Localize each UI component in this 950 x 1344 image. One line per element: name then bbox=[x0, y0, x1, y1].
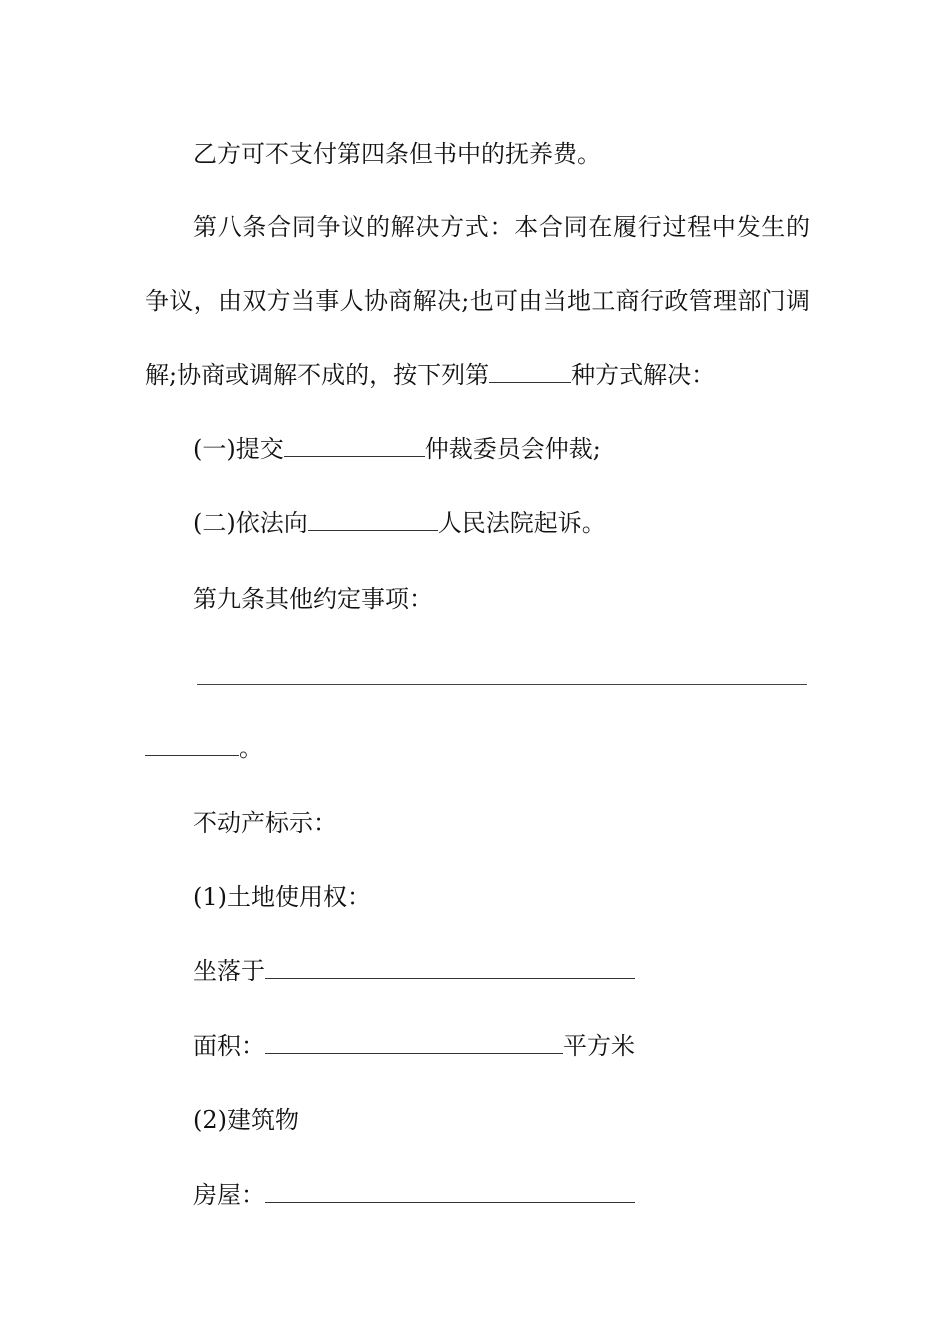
paragraph-support-fee bbox=[193, 139, 810, 169]
text-article8-line1: 第八条合同争议的解决方式：本合同在履行过程中发生的 bbox=[193, 213, 810, 241]
label-location: 坐落于 bbox=[193, 957, 265, 985]
blank-arbitration-committee[interactable] bbox=[284, 434, 425, 457]
text-building-title: (2)建筑物 bbox=[193, 1106, 299, 1134]
paragraph-article8-line2 bbox=[145, 286, 810, 316]
heading-building bbox=[193, 1105, 810, 1135]
text-option2-end: 人民法院起诉。 bbox=[437, 509, 606, 537]
text-article8-line3-start: 解;协商或调解不成的，按下列第 bbox=[145, 361, 490, 389]
text-article9-end: 。 bbox=[239, 734, 263, 762]
label-area: 面积： bbox=[193, 1032, 265, 1060]
paragraph-option1 bbox=[193, 434, 810, 464]
label-area-unit: 平方米 bbox=[563, 1032, 635, 1060]
field-house bbox=[193, 1180, 810, 1210]
text-article8-line2: 争议，由双方当事人协商解决;也可由当地工商行政管理部门调 bbox=[145, 287, 810, 315]
label-house: 房屋： bbox=[193, 1181, 265, 1209]
text-option2-start: (二)依法向 bbox=[193, 509, 308, 537]
blank-house[interactable] bbox=[265, 1180, 635, 1203]
text-article9: 第九条其他约定事项： bbox=[193, 585, 433, 613]
text-option1-start: (一)提交 bbox=[193, 435, 284, 463]
text-support-fee: 乙方可不支付第四条但书中的抚养费。 bbox=[193, 140, 601, 168]
heading-property bbox=[193, 808, 810, 838]
heading-land-use-right bbox=[193, 882, 810, 912]
blank-location[interactable] bbox=[265, 956, 635, 979]
paragraph-article8-line3 bbox=[145, 360, 810, 390]
text-property-title: 不动产标示： bbox=[193, 809, 337, 837]
field-area bbox=[193, 1031, 810, 1061]
text-article8-line3-end: 种方式解决： bbox=[571, 361, 716, 389]
blank-other-matters-line2[interactable] bbox=[145, 733, 239, 756]
text-option1-end: 仲裁委员会仲裁; bbox=[424, 435, 601, 463]
blank-other-matters-line1[interactable] bbox=[197, 684, 807, 685]
paragraph-article9 bbox=[193, 584, 810, 614]
paragraph-article8-line1 bbox=[193, 212, 810, 242]
blank-court-name[interactable] bbox=[308, 508, 438, 531]
field-location bbox=[193, 956, 810, 986]
text-land-title: (1)土地使用权： bbox=[193, 883, 371, 911]
blank-area[interactable] bbox=[265, 1031, 563, 1054]
paragraph-option2 bbox=[193, 508, 810, 538]
blank-method-number[interactable] bbox=[489, 360, 571, 383]
paragraph-article9-end bbox=[145, 733, 810, 763]
